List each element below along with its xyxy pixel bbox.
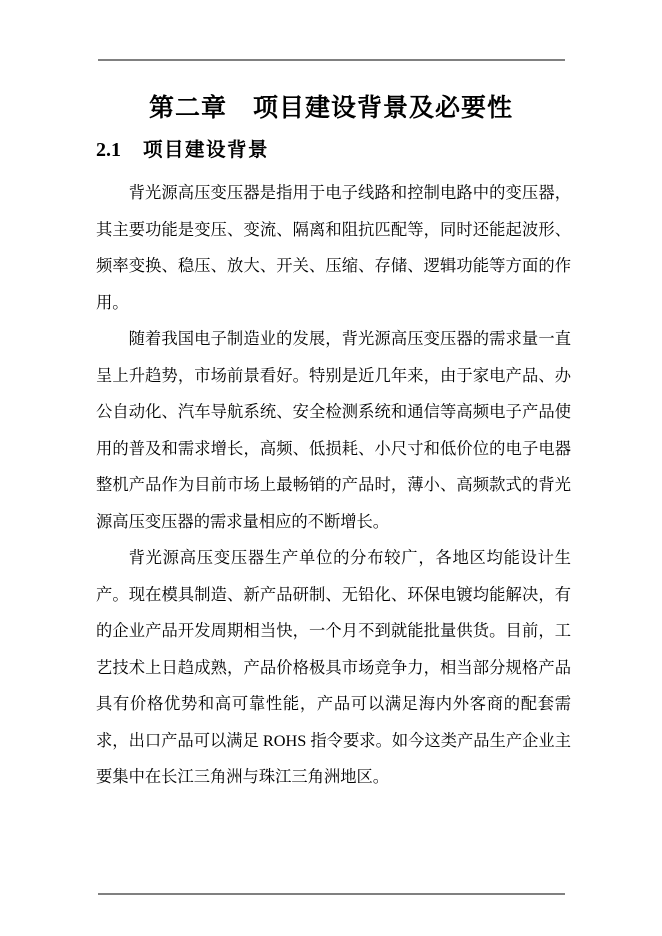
paragraph-2: 随着我国电子制造业的发展，背光源高压变压器的需求量一直呈上升趋势，市场前景看好。特别是近几年来，由于家电产品、办公自动化、汽车导航系统、安全检测系统和通信等高频电子产品使用的普及和需求增长，高频、低损耗、小尺寸和低价位的电子电器整机产品作为目前市场上最畅销的产品时，薄小、高频款式的背光源高压变压器的需求量相应的不断增长。 <box>96 329 571 531</box>
section-number: 2.1 <box>96 139 121 161</box>
section-heading <box>96 137 269 163</box>
chapter-title: 第二章 项目建设背景及必要性 <box>148 93 513 122</box>
paragraph-3: 背光源高压变压器生产单位的分布较广，各地区均能设计生产。现在模具制造、新产品研制、无铅化、环保电镀均能解决，有的企业产品开发周期相当快，一个月不到就能批量供货。目前，工艺技术上日趋成熟，产品价格极具市场竞争力，相当部分规格产品具有价格优势和高可靠性能，产品可以满足海内外客商的配套需求，出口产品可以满足 ROHS 指令要求。如今这类产品生产企业主要集中在长江三角洲与珠江三角洲地区。 <box>96 548 571 786</box>
section-title: 项目建设背景 <box>143 139 270 161</box>
footer-rule <box>98 893 565 895</box>
body-text <box>96 175 571 796</box>
header-rule <box>98 59 565 61</box>
paragraph-1: 背光源高压变压器是指用于电子线路和控制电路中的变压器，其主要功能是变压、变流、隔离和阻抗匹配等，同时还能起波形、频率变换、稳压、放大、开关、压缩、存储、逻辑功能等方面的作用。 <box>96 183 571 312</box>
